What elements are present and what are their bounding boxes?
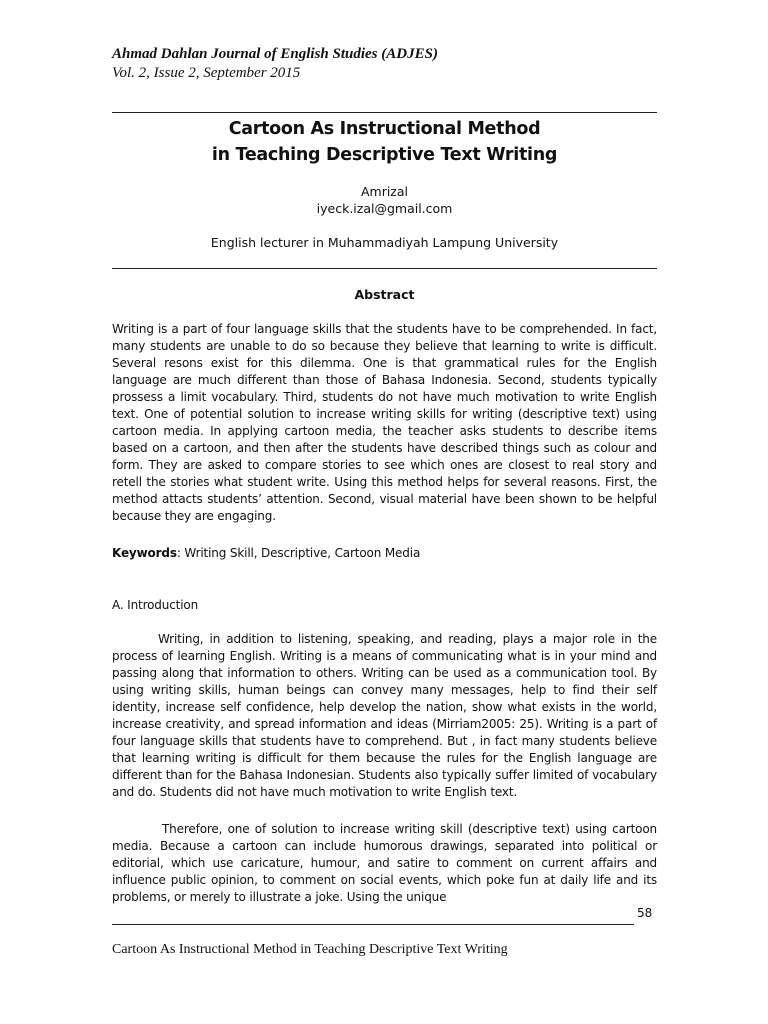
keywords-label: Keywords [112,546,177,560]
introduction-paragraph-2: Therefore, one of solution to increase writing skill (descriptive text) using cartoon media. Because a cartoon can include humorous drawings, separated into political or editorial, which use caricature, humour, and satire to comment on current affairs and influence public opinion, to comment on social events, which poke fun at daily life and its problems, or merely to illustrate a joke. Using the unique [112,822,657,904]
author-affiliation: English lecturer in Muhammadiyah Lampung University [210,235,559,250]
footer-running-title: Cartoon As Instructional Method in Teaching Descriptive Text Writing [112,942,508,957]
author-email: iyeck.izal@gmail.com [316,201,453,216]
header-divider [112,112,657,113]
introduction-paragraph-1: Writing, in addition to listening, speaking, and reading, plays a major role in the process of learning English. Writing is a means of communicating what is in your mind and passing along that information to others. Writing can be used as a communication tool. By using writing skills, human beings can convey many messages, help to find their self identity, increase self confidence, help develop the nation, show what exists in the world, increase creativity, and spread information and ideas (Mirriam2005: 25). Writing is a part of four language skills that students have to comprehend. But , in fact many students believe that learning writing is difficult for them because the rules for the English language are different than for the Bahasa Indonesian. Students also typically suffer limited of vocabulary and do. Students did not have much motivation to write English text. [112,632,657,799]
author-name: Amrizal [360,184,409,199]
paper-title [112,116,657,168]
abstract-heading: Abstract [354,287,415,302]
abstract-text: Writing is a part of four language skills that the students have to be comprehended. In fact, many students are unable to do so because they believe that learning to write is difficult. Several resons exist for this dilemma. One is that grammatical rules for the English language are much different than those of Bahasa Indonesia. Second, students typically prossess a limit vocabulary. Third, students do not have much motivation to write English text. One of potential solution to increase writing skills for writing (descriptive text) using cartoon media. In applying cartoon media, the teacher asks students to describe items based on a cartoon, and then after the students have described things such as colour and form. They are asked to compare stories to see which ones are closest to real story and retell the stories what student write. Using this method helps for several reasons. First, the method attacts students’ attention. Second, visual material have been shown to be helpful because they are engaging. [112,322,657,523]
journal-issue: Vol. 2, Issue 2, September 2015 [112,65,301,81]
title-line-2: in Teaching Descriptive Text Writing [211,145,558,165]
section-heading-introduction: A. Introduction [112,598,199,612]
keywords-values: : Writing Skill, Descriptive, Cartoon Media [176,546,421,560]
journal-name: Ahmad Dahlan Journal of English Studies (ADJES) [112,46,438,62]
title-line-1: Cartoon As Instructional Method [228,119,541,139]
page-number: 58 [637,906,653,920]
keywords-line [112,545,657,562]
abstract-divider [112,268,657,269]
footer-divider [112,924,634,925]
